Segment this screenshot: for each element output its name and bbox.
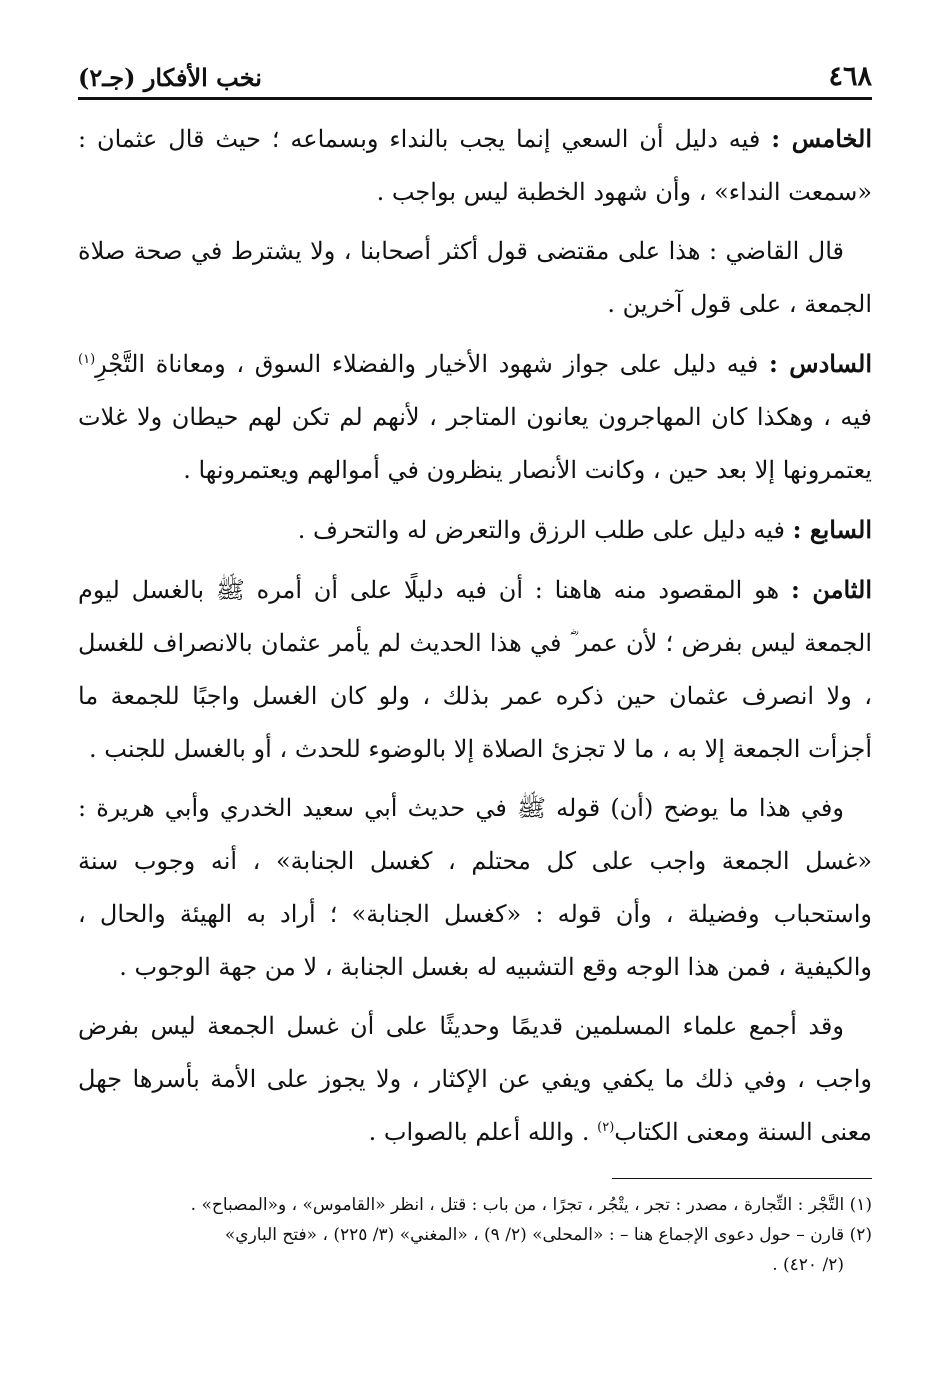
paragraph-eighth [78,563,872,776]
paragraph-text: فيه دليل على جواز شهود الأخيار والفضلاء السوق ، ومعاناة التَّجْرِ [95,350,770,378]
paragraph-fifth [78,112,872,219]
paragraph-text: هو المقصود منه هاهنا : أن فيه دليلًا على أن أمره ﷺ بالغسل ليوم الجمعة ليس بفرض ؛ لأن عمر ؓ في هذا الحديث لم يأمر عثمان بالانصراف للغسل ، ولا انصرف عثمان حين ذكره عمر بذلك ، ولو كان الغسل واجبًا للجمعة ما أجزأت الجمعة إلا به ، ما لا تجزئ الصلاة إلا بالوضوء للحدث ، أو بالغسل للجنب . [78,576,872,763]
paragraph-lead: الخامس : [771,124,872,153]
running-title: نخب الأفكار (جـ٢) [78,63,262,92]
paragraph-sixth [78,337,872,497]
paragraph-seventh [78,503,872,557]
footnote-2-continuation: (٢/ ٤٢٠) . [772,1255,844,1275]
footnote-2: (٢) قارن – حول دعوى الإجماع هنا – : «المحلى» (٢/ ٩) ، «المغني» (٣/ ٢٢٥) ، «فتح الباري» [224,1225,872,1245]
footnote-divider [612,1178,872,1179]
main-text [78,112,872,1165]
paragraph-explanation [78,782,872,994]
page-header [78,52,872,92]
footnote-ref-2[interactable]: (٢) [597,1120,615,1135]
paragraph-lead: السابع : [792,515,872,544]
paragraph-text: . والله أعلم بالصواب . [368,1118,598,1146]
page-number: ٤٦٨ [828,61,872,92]
footnotes [78,1190,872,1280]
paragraph-qadi [78,225,872,331]
paragraph-text: فيه دليل أن السعي إنما يجب بالنداء وبسماعه ؛ حيث قال عثمان : «سمعت النداء» ، وأن شهود الخطبة ليس بواجب . [78,125,872,206]
paragraph-lead: الثامن : [790,575,872,604]
paragraph-text: فيه ، وهكذا كان المهاجرون يعانون المتاجر ، لأنهم لم تكن لهم حيطان ولا غلات يعتمرونها إلا بعد حين ، وكانت الأنصار ينظرون في أموالهم ويعتمرونها . [78,403,872,484]
paragraph-text: وقد أجمع علماء المسلمين قديمًا وحديثًا على أن غسل الجمعة ليس بفرض واجب ، وفي ذلك ما يكفي ويفي عن الإكثار ، ولا يجوز على الأمة بأسرها جهل معنى السنة ومعنى الكتاب [78,1012,872,1146]
header-divider [78,97,872,100]
paragraph-text: وفي هذا ما يوضح (أن) قوله ﷺ في حديث أبي سعيد الخدري وأبي هريرة : «غسل الجمعة واجب على كل محتلم ، كغسل الجنابة» ، أنه وجوب سنة واستحباب وفضيلة ، وأن قوله : «كغسل الجنابة» ؛ أراد به الهيئة والحال ، والكيفية ، فمن هذا الوجه وقع التشبيه له بغسل الجنابة ، لا من جهة الوجوب . [78,794,872,981]
paragraph-text: فيه دليل على طلب الرزق والتعرض له والتحرف . [297,516,793,544]
footnote-1: (١) التَّجْر : التِّجارة ، مصدر : تجر ، يتْجُر ، تجرًا ، من باب : قتل ، انظر «القاموس» ، و«المصباح» . [190,1195,872,1215]
paragraph-text: قال القاضي : هذا على مقتضى قول أكثر أصحابنا ، ولا يشترط في صحة صلاة الجمعة ، على قول آخرين . [78,237,872,318]
paragraph-lead: السادس : [769,349,872,378]
paragraph-consensus [78,1000,872,1159]
footnote-ref-1[interactable]: (١) [78,352,96,367]
